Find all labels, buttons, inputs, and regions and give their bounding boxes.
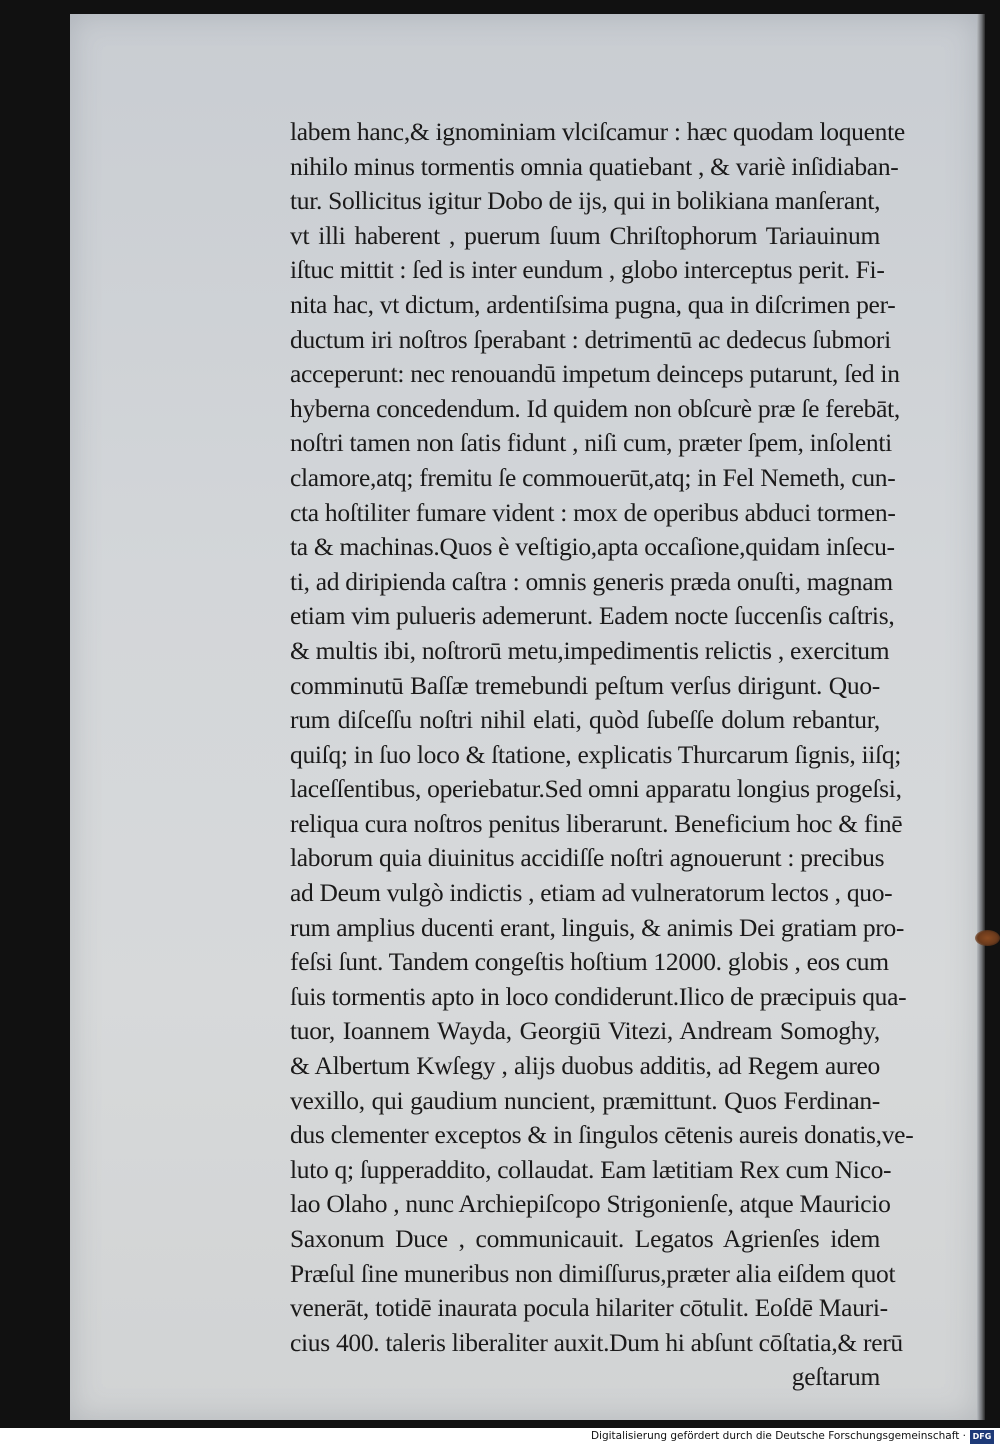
text-line: rum diſceſſu noſtri nihil elati, quòd ſubeſſe dolum rebantur, [290,705,880,735]
page-stain [975,930,1000,946]
text-line: comminutū Baſſæ tremebundi peſtum verſus dirigunt. Quo- [290,670,880,700]
text-line: laceſſentibus, operiebatur.Sed omni apparatu longius progeſsi, [290,774,902,804]
page-edge [977,14,985,1420]
text-line: nihilo minus tormentis omnia quatiebant , & variè inſidiaban- [290,151,899,181]
text-line: clamore,atq; fremitu ſe commouerūt,atq; in Fel Nemeth, cun- [290,462,896,492]
text-line: cta hoſtiliter fumare vident : mox de operibus abduci tormen- [290,497,896,527]
text-line: venerāt, totidē inaurata pocula hilariter cōtulit. Eoſdē Mauri- [290,1293,888,1323]
text-line: etiam vim pulueris ademerunt. Eadem nocte ſuccenſis caſtris, [290,601,895,631]
text-line: ſuis tormentis apto in loco condiderunt.Ilico de præcipuis qua- [290,981,907,1011]
text-line: Saxonum Duce , communicauit. Legatos Agrienſes idem [290,1224,880,1253]
text-line: ti, ad diripienda caſtra : omnis generis præda onuſti, magnam [290,566,893,596]
text-line: noſtri tamen non ſatis fidunt , niſi cum, præter ſpem, inſolenti [290,428,892,458]
text-line: dus clementer exceptos & in ſingulos cētenis aureis donatis,ve- [290,1120,914,1150]
text-line: vexillo, qui gaudium nuncient, præmittunt. Quos Ferdinan- [290,1085,880,1115]
text-line: Præſul ſine muneribus non dimiſſurus,præter alia eiſdem quot [290,1258,896,1288]
dfg-logo: DFG [970,1430,994,1444]
text-line: luto q; ſupperaddito, collaudat. Eam lætitiam Rex cum Nico- [290,1154,892,1184]
text-line: rum amplius ducenti erant, linguis, & animis Dei gratiam pro- [290,912,905,942]
text-line: acceperunt: nec renouandū impetum deinceps putarunt, ſed in [290,359,900,389]
text-line: reliqua cura noſtros penitus liberarunt. Beneficium hoc & finē [290,808,903,838]
text-line: hyberna concedendum. Id quidem non obſcurè præ ſe ferebāt, [290,393,900,423]
text-line: tur. Sollicitus igitur Dobo de ijs, qui in bolikiana manſerant, [290,186,881,216]
footer-credit: Digitalisierung gefördert durch die Deutsche Forschungsgemeinschaft · [590,1430,966,1442]
text-line: laborum quia diuinitus accidiſſe noſtri agnouerunt : precibus [290,843,885,873]
text-line: iſtuc mittit : ſed is inter eundum , globo interceptus perit. Fi- [290,255,885,285]
catchword: geſtarum [791,1362,880,1392]
text-line: quiſq; in ſuo loco & ſtatione, explicatis Thurcarum ſignis, iiſq; [290,739,902,769]
text-line: ductum iri noſtros ſperabant : detrimentū ac dedecus ſubmori [290,324,891,354]
text-line: tuor, Ioannem Wayda, Georgiū Vitezi, Andream Somoghy, [290,1016,880,1046]
text-line: feſsi ſunt. Tandem congeſtis hoſtium 12000. globis , eos cum [290,947,889,977]
text-line: ta & machinas.Quos è veſtigio,apta occaſione,quidam inſecu- [290,532,895,562]
text-line: ad Deum vulgò indictis , etiam ad vulneratorum lectos , quo- [290,878,893,908]
text-line: & Albertum Kwſegy , alijs duobus additis, ad Regem aureo [290,1051,880,1081]
text-line: labem hanc,& ignominiam vlciſcamur : hæc quodam loquente [290,117,905,146]
text-line: cius 400. taleris liberaliter auxit.Dum hi abſunt cōſtatia,& rerū [290,1327,903,1357]
text-line: & multis ibi, noſtrorū metu,impedimentis relictis , exercitum [290,635,890,665]
text-line: vt illi haberent , puerum ſuum Chriſtophorum Tariauinum [290,220,880,250]
text-line: lao Olaho , nunc Archiepiſcopo Strigonienſe, atque Mauricio [290,1189,891,1219]
text-line: nita hac, vt dictum, ardentiſsima pugna, qua in diſcrimen per- [290,289,896,319]
body-text [290,115,914,1395]
